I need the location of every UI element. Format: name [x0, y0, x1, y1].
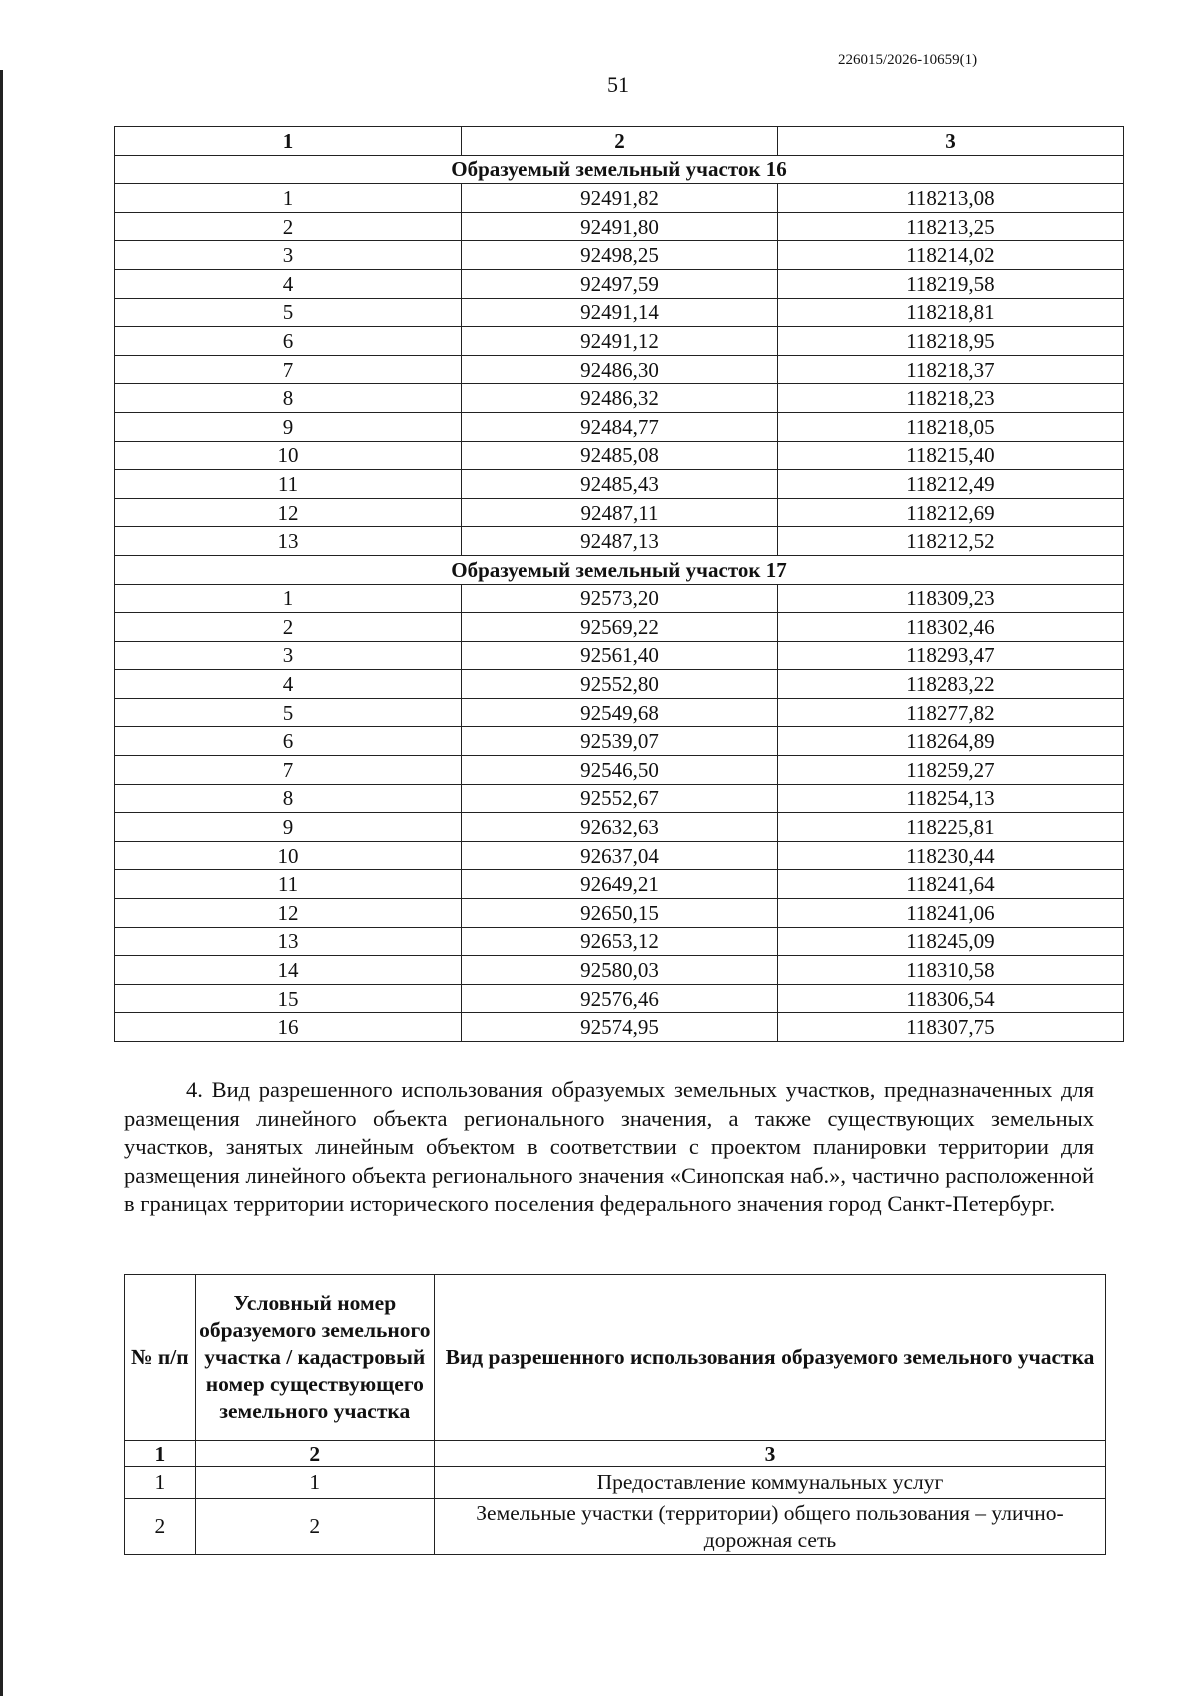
x-coordinate: 92491,80	[462, 212, 778, 241]
table-row	[115, 613, 1124, 642]
y-coordinate: 118214,02	[777, 241, 1123, 270]
column-number: 2	[195, 1441, 434, 1467]
document-number: 226015/2026-10659(1)	[838, 52, 978, 68]
x-coordinate: 92552,80	[462, 670, 778, 699]
table-row	[115, 727, 1124, 756]
point-number: 12	[115, 498, 462, 527]
y-coordinate: 118241,64	[777, 870, 1123, 899]
x-coordinate: 92552,67	[462, 784, 778, 813]
y-coordinate: 118241,06	[777, 899, 1123, 928]
x-coordinate: 92487,13	[462, 527, 778, 556]
point-number: 8	[115, 384, 462, 413]
point-number: 8	[115, 784, 462, 813]
table-row	[115, 670, 1124, 699]
table-row	[115, 899, 1124, 928]
table-row	[115, 813, 1124, 842]
x-coordinate: 92491,12	[462, 327, 778, 356]
usage-header-row	[125, 1275, 1106, 1441]
y-coordinate: 118213,08	[777, 184, 1123, 213]
x-coordinate: 92498,25	[462, 241, 778, 270]
y-coordinate: 118309,23	[777, 584, 1123, 613]
header-parcel-id-cell: Условный номер образуемого земельного участка / кадастровый номер существующего земельного участка	[195, 1275, 434, 1441]
y-coordinate: 118218,81	[777, 298, 1123, 327]
x-coordinate: 92485,08	[462, 441, 778, 470]
x-coordinate: 92486,30	[462, 355, 778, 384]
row-number: 2	[125, 1499, 196, 1555]
column-header: 3	[777, 127, 1123, 156]
y-coordinate: 118293,47	[777, 641, 1123, 670]
x-coordinate: 92649,21	[462, 870, 778, 899]
table-row	[115, 412, 1124, 441]
usage-table	[124, 1274, 1106, 1555]
x-coordinate: 92637,04	[462, 841, 778, 870]
x-coordinate: 92539,07	[462, 727, 778, 756]
x-coordinate: 92580,03	[462, 956, 778, 985]
y-coordinate: 118218,95	[777, 327, 1123, 356]
table-row	[115, 384, 1124, 413]
point-number: 1	[115, 584, 462, 613]
usage-paragraph: 4. Вид разрешенного использования образуемых земельных участков, предназначенных для размещения линейного объекта регионального значения, а также существующих земельных участков, занятых линейным объектом в соответствии с проектом планировки территории для размещения линейного объекта регионального значения «Синопская наб.», частично расположенной в границах территории исторического поселения федерального значения город Санкт-Петербург.	[124, 1077, 1094, 1217]
point-number: 6	[115, 727, 462, 756]
y-coordinate: 118230,44	[777, 841, 1123, 870]
y-coordinate: 118212,49	[777, 470, 1123, 499]
table-row	[125, 1467, 1106, 1499]
x-coordinate: 92487,11	[462, 498, 778, 527]
x-coordinate: 92569,22	[462, 613, 778, 642]
table-row	[115, 756, 1124, 785]
point-number: 12	[115, 899, 462, 928]
column-number: 3	[434, 1441, 1105, 1467]
point-number: 5	[115, 298, 462, 327]
table-row	[115, 212, 1124, 241]
x-coordinate: 92632,63	[462, 813, 778, 842]
y-coordinate: 118264,89	[777, 727, 1123, 756]
point-number: 2	[115, 613, 462, 642]
point-number: 3	[115, 241, 462, 270]
table-row	[115, 870, 1124, 899]
table-row	[115, 698, 1124, 727]
x-coordinate: 92561,40	[462, 641, 778, 670]
table-row	[115, 584, 1124, 613]
y-coordinate: 118218,05	[777, 412, 1123, 441]
column-header: 2	[462, 127, 778, 156]
y-coordinate: 118245,09	[777, 927, 1123, 956]
table-row	[125, 1499, 1106, 1555]
x-coordinate: 92497,59	[462, 269, 778, 298]
coordinates-table	[114, 126, 1124, 1042]
table-row	[115, 784, 1124, 813]
table-row	[115, 841, 1124, 870]
x-coordinate: 92549,68	[462, 698, 778, 727]
point-number: 15	[115, 984, 462, 1013]
point-number: 3	[115, 641, 462, 670]
table-row	[115, 298, 1124, 327]
point-number: 14	[115, 956, 462, 985]
point-number: 4	[115, 670, 462, 699]
parcel-id: 1	[195, 1467, 434, 1499]
y-coordinate: 118219,58	[777, 269, 1123, 298]
y-coordinate: 118213,25	[777, 212, 1123, 241]
y-coordinate: 118212,52	[777, 527, 1123, 556]
y-coordinate: 118212,69	[777, 498, 1123, 527]
section-header-row	[115, 155, 1124, 184]
table-row	[115, 641, 1124, 670]
point-number: 5	[115, 698, 462, 727]
y-coordinate: 118283,22	[777, 670, 1123, 699]
section-header-row	[115, 555, 1124, 584]
point-number: 6	[115, 327, 462, 356]
usage-column-numbers-row	[125, 1441, 1106, 1467]
x-coordinate: 92650,15	[462, 899, 778, 928]
table-row	[115, 269, 1124, 298]
column-header: 1	[115, 127, 462, 156]
point-number: 11	[115, 470, 462, 499]
table-row	[115, 441, 1124, 470]
table-row	[115, 956, 1124, 985]
point-number: 1	[115, 184, 462, 213]
table-row	[115, 984, 1124, 1013]
x-coordinate: 92653,12	[462, 927, 778, 956]
point-number: 4	[115, 269, 462, 298]
header-number-cell: № п/п	[125, 1275, 196, 1441]
table-row	[115, 184, 1124, 213]
coordinates-header-row	[115, 127, 1124, 156]
section-title: Образуемый земельный участок 16	[115, 155, 1124, 184]
point-number: 2	[115, 212, 462, 241]
row-number: 1	[125, 1467, 196, 1499]
y-coordinate: 118225,81	[777, 813, 1123, 842]
coordinates-table-body	[115, 127, 1124, 1042]
y-coordinate: 118306,54	[777, 984, 1123, 1013]
point-number: 7	[115, 756, 462, 785]
page-number: 51	[607, 72, 629, 97]
x-coordinate: 92576,46	[462, 984, 778, 1013]
point-number: 13	[115, 527, 462, 556]
x-coordinate: 92491,82	[462, 184, 778, 213]
x-coordinate: 92485,43	[462, 470, 778, 499]
y-coordinate: 118218,37	[777, 355, 1123, 384]
y-coordinate: 118302,46	[777, 613, 1123, 642]
y-coordinate: 118254,13	[777, 784, 1123, 813]
scan-left-edge	[0, 70, 3, 1696]
table-row	[115, 355, 1124, 384]
table-row	[115, 527, 1124, 556]
x-coordinate: 92574,95	[462, 1013, 778, 1042]
table-row	[115, 327, 1124, 356]
x-coordinate: 92573,20	[462, 584, 778, 613]
point-number: 10	[115, 841, 462, 870]
column-number: 1	[125, 1441, 196, 1467]
table-row	[115, 498, 1124, 527]
table-row	[115, 1013, 1124, 1042]
x-coordinate: 92546,50	[462, 756, 778, 785]
x-coordinate: 92491,14	[462, 298, 778, 327]
parcel-id: 2	[195, 1499, 434, 1555]
y-coordinate: 118218,23	[777, 384, 1123, 413]
x-coordinate: 92486,32	[462, 384, 778, 413]
point-number: 11	[115, 870, 462, 899]
point-number: 13	[115, 927, 462, 956]
y-coordinate: 118215,40	[777, 441, 1123, 470]
usage-type: Предоставление коммунальных услуг	[434, 1467, 1105, 1499]
point-number: 9	[115, 813, 462, 842]
point-number: 10	[115, 441, 462, 470]
y-coordinate: 118310,58	[777, 956, 1123, 985]
section-title: Образуемый земельный участок 17	[115, 555, 1124, 584]
x-coordinate: 92484,77	[462, 412, 778, 441]
header-usage-cell: Вид разрешенного использования образуемого земельного участка	[434, 1275, 1105, 1441]
y-coordinate: 118259,27	[777, 756, 1123, 785]
table-row	[115, 927, 1124, 956]
table-row	[115, 241, 1124, 270]
y-coordinate: 118277,82	[777, 698, 1123, 727]
y-coordinate: 118307,75	[777, 1013, 1123, 1042]
point-number: 16	[115, 1013, 462, 1042]
usage-type: Земельные участки (территории) общего пользования – улично-дорожная сеть	[434, 1499, 1105, 1555]
table-row	[115, 470, 1124, 499]
point-number: 7	[115, 355, 462, 384]
point-number: 9	[115, 412, 462, 441]
